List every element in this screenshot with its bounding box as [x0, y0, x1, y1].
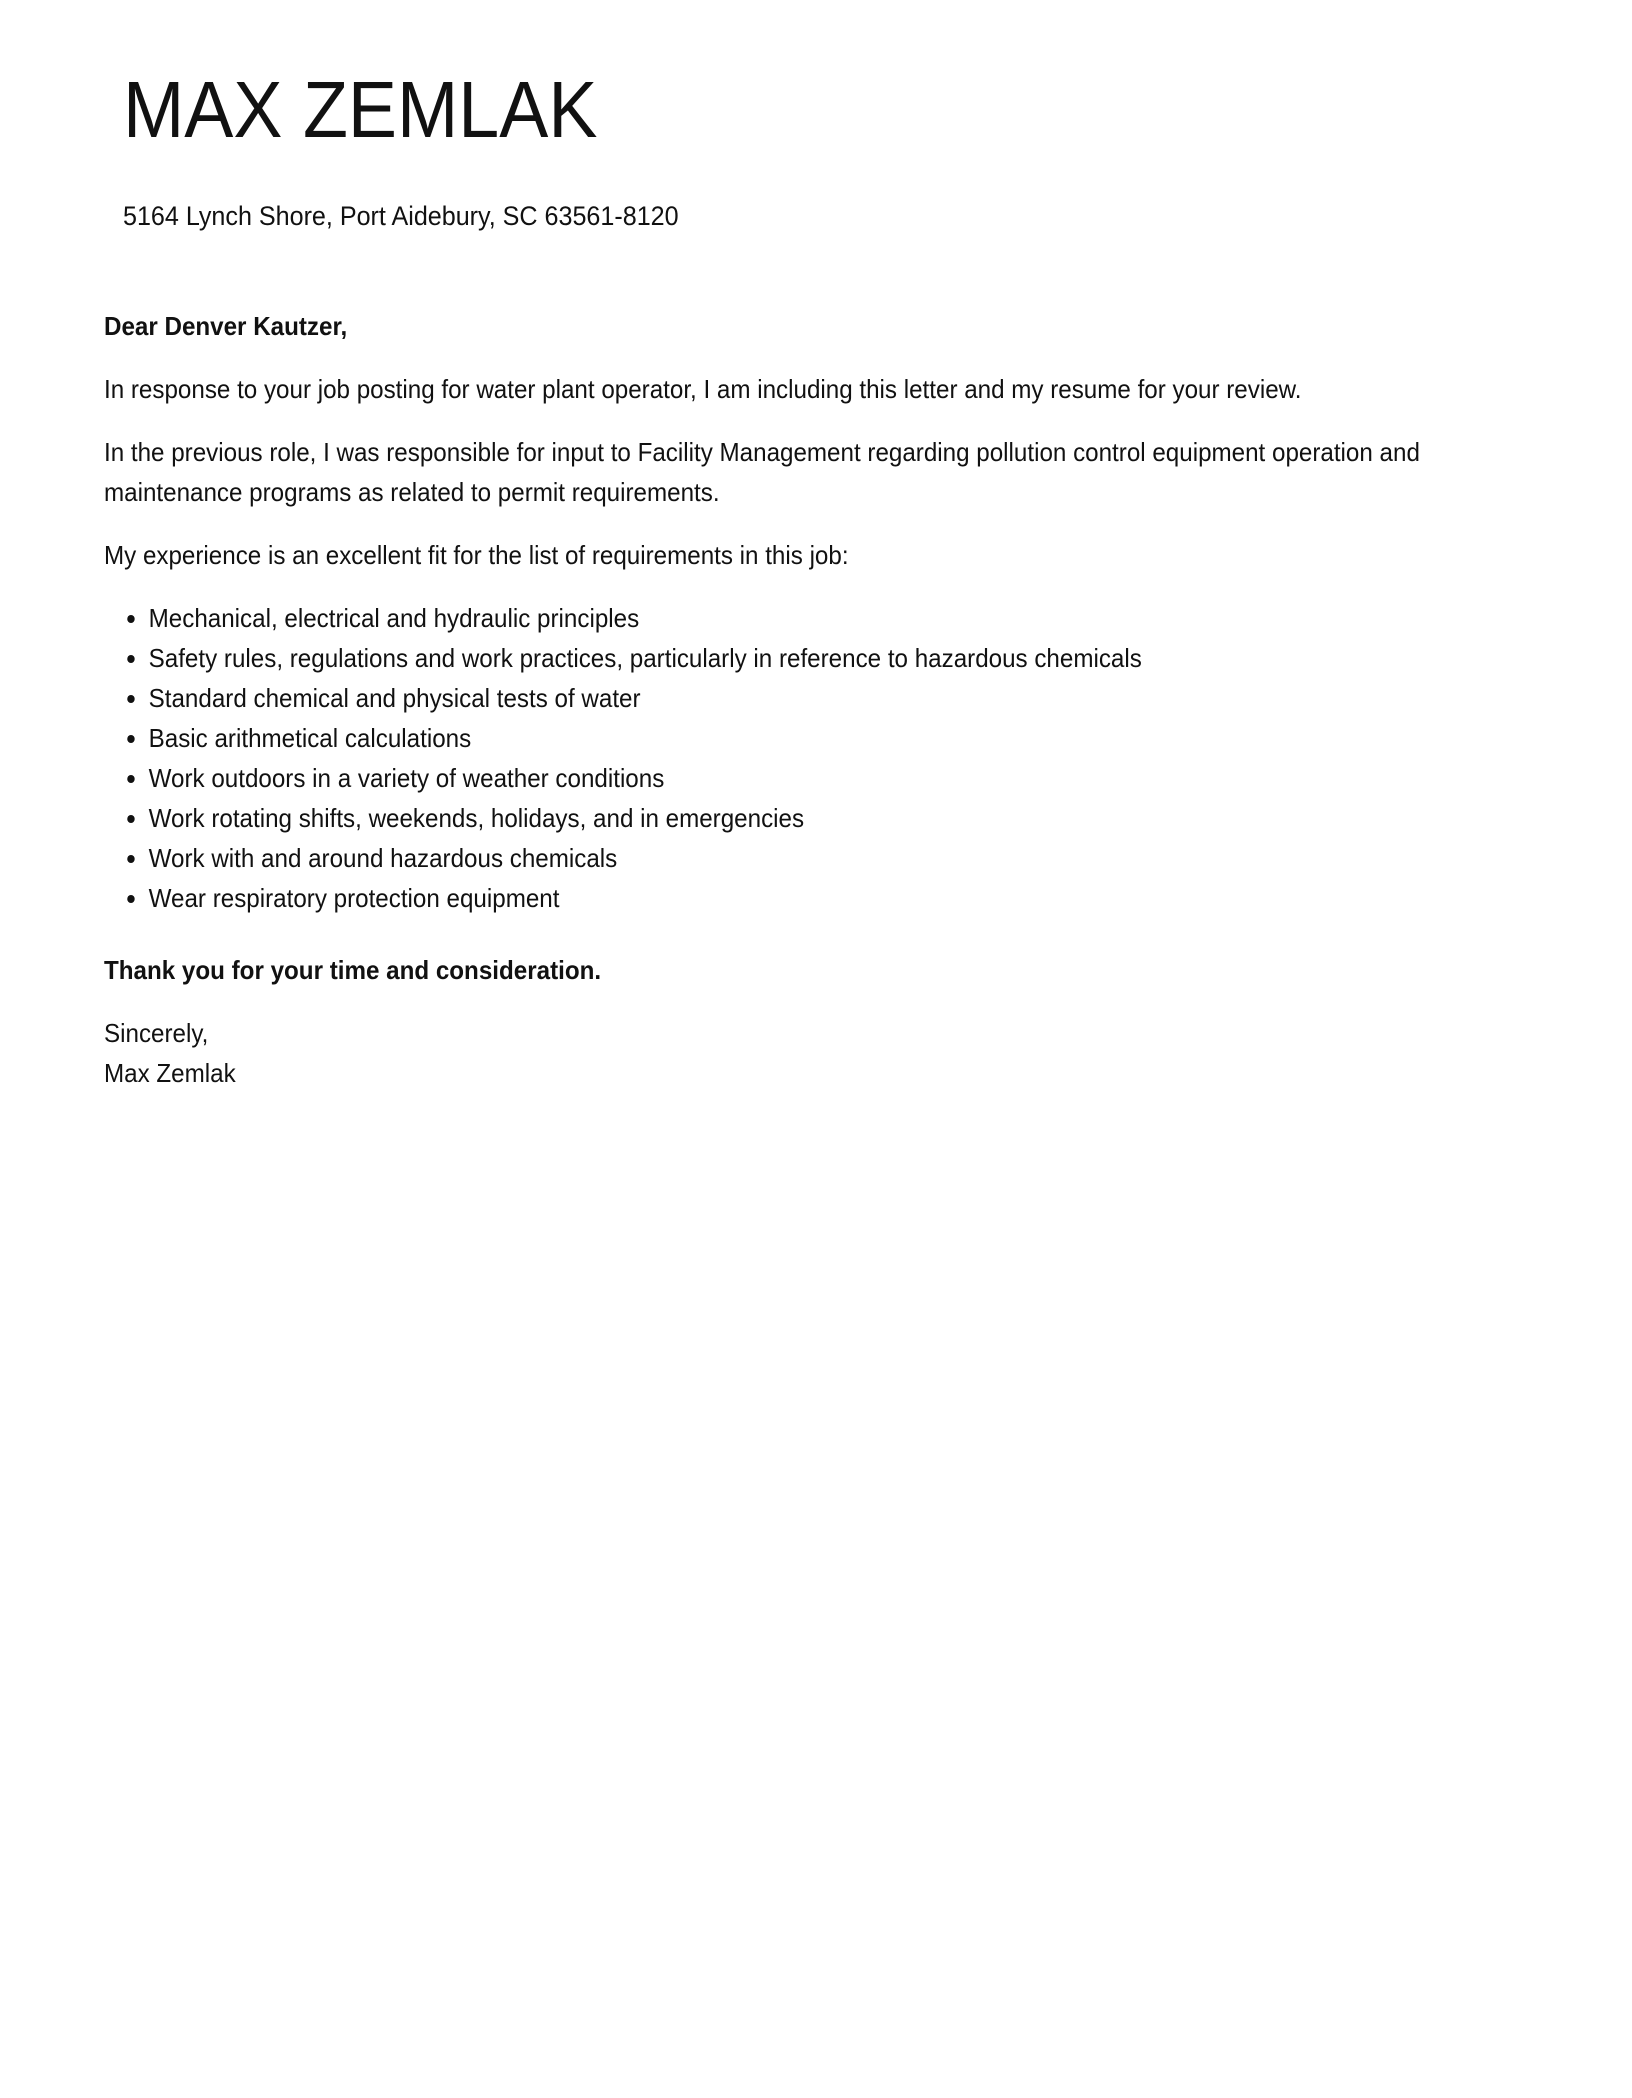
letter-header [123, 65, 720, 232]
list-item: • Mechanical, electrical and hydraulic principles [149, 598, 1444, 638]
requirements-intro: My experience is an excellent fit for the list of requirements in this job: [104, 540, 849, 570]
experience-paragraph: In the previous role, I was responsible for input to Facility Management regarding pollution control equipment operation and maintenance programs as related to permit requirements. [104, 437, 1420, 507]
signoff: Sincerely, [104, 1018, 209, 1048]
applicant-address: 5164 Lynch Shore, Port Aidebury, SC 63561-8120 [123, 201, 679, 231]
list-item: • Work outdoors in a variety of weather conditions [149, 758, 1444, 798]
greeting: Dear Denver Kautzer, [104, 311, 348, 341]
list-item: • Safety rules, regulations and work practices, particularly in reference to hazardous chemicals [149, 638, 1444, 678]
letter-body [104, 306, 1544, 1116]
requirements-list [104, 598, 1443, 918]
list-item: • Standard chemical and physical tests of water [149, 678, 1444, 718]
applicant-name: MAX ZEMLAK [123, 65, 598, 154]
list-item: • Work rotating shifts, weekends, holidays, and in emergencies [149, 798, 1444, 838]
intro-paragraph: In response to your job posting for water plant operator, I am including this letter and my resume for your review. [104, 374, 1302, 404]
list-item: • Basic arithmetical calculations [149, 718, 1444, 758]
list-item: • Work with and around hazardous chemicals [149, 838, 1444, 878]
list-item: • Wear respiratory protection equipment [149, 878, 1444, 918]
signoff-block [104, 1013, 1443, 1093]
signature: Max Zemlak [104, 1058, 236, 1088]
closing-line: Thank you for your time and consideration. [104, 955, 602, 985]
